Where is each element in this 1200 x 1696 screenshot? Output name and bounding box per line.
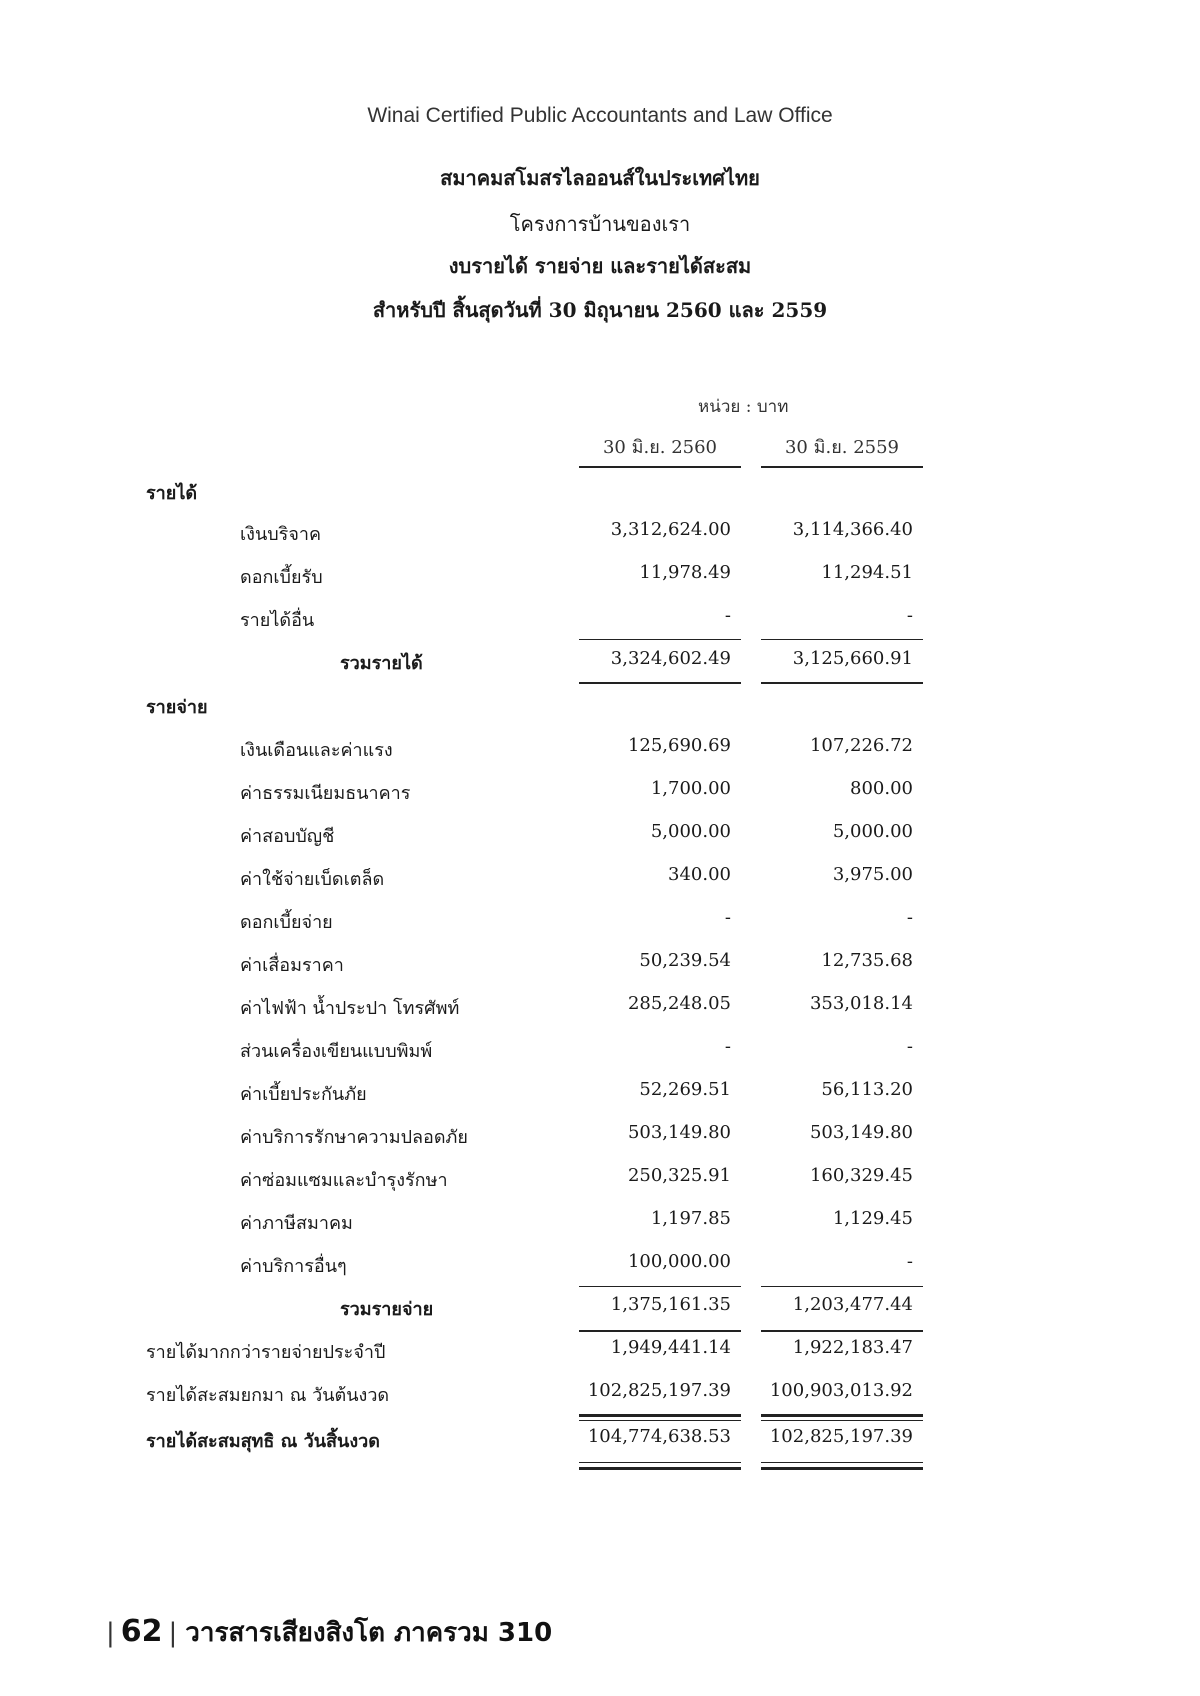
- row-label: ค่าไฟฟ้า น้ำประปา โทรศัพท์: [240, 998, 460, 1019]
- table-row: [0, 821, 1200, 851]
- subtotal-rule: [761, 1286, 923, 1287]
- row-value-2560: 285,248.05: [627, 993, 731, 1014]
- table-row: [0, 907, 1200, 937]
- statement-title: งบรายได้ รายจ่าย และรายได้สะสม: [448, 254, 752, 278]
- subtotal-rule: [761, 639, 923, 640]
- table-row: [0, 562, 1200, 592]
- row-label: ค่าซ่อมแซมและบำรุงรักษา: [240, 1170, 448, 1191]
- row-label: ค่าบริการรักษาความปลอดภัย: [240, 1127, 468, 1148]
- double-rule-top: [761, 1414, 923, 1417]
- row-value-2559: -: [906, 907, 913, 928]
- row-value-2560: 1,197.85: [650, 1208, 731, 1229]
- total-label: รวมรายจ่าย: [340, 1299, 434, 1320]
- section-label: รายได้: [146, 483, 198, 504]
- row-value-2560: 340.00: [668, 864, 731, 885]
- table-row: [0, 1122, 1200, 1152]
- footer-divider: |: [168, 1618, 178, 1648]
- footer-divider: |: [106, 1618, 115, 1648]
- row-value-2560: 3,312,624.00: [610, 519, 731, 540]
- row-value-2559: 107,226.72: [809, 735, 913, 756]
- row-value-2559: 11,294.51: [821, 562, 913, 583]
- row-value-2559: 56,113.20: [821, 1079, 913, 1100]
- row-value-2560: 11,978.49: [639, 562, 731, 583]
- row-value-2559: 5,000.00: [832, 821, 913, 842]
- row-value-2559: 503,149.80: [809, 1122, 913, 1143]
- table-row: [0, 778, 1200, 808]
- row-value-2559: 3,975.00: [832, 864, 913, 885]
- summary-label: รายได้มากกว่ารายจ่ายประจำปี: [146, 1342, 386, 1363]
- row-value-2559: 1,129.45: [832, 1208, 913, 1229]
- row-value-2559: -: [906, 1251, 913, 1272]
- summary-value-2559: 102,825,197.39: [769, 1426, 913, 1447]
- row-label: ค่าบริการอื่นๆ: [240, 1256, 347, 1277]
- organization-name: สมาคมสโมสรไลออนส์ในประเทศไทย: [440, 166, 760, 190]
- row-value-2559: 800.00: [850, 778, 913, 799]
- table-row: [0, 519, 1200, 549]
- row-value-2560: 503,149.80: [627, 1122, 731, 1143]
- summary-value-2559: 100,903,013.92: [769, 1380, 913, 1401]
- subtotal-rule: [579, 639, 741, 640]
- table-row: [0, 735, 1200, 765]
- summary-row-surplus: [0, 1337, 1200, 1367]
- row-label: ดอกเบี้ยจ่าย: [240, 912, 333, 933]
- column-header-2559: 30 มิ.ย. 2559: [784, 437, 899, 458]
- row-label: ดอกเบี้ยรับ: [240, 567, 323, 588]
- table-row: [0, 1165, 1200, 1195]
- summary-value-2559: 1,922,183.47: [792, 1337, 913, 1358]
- summary-label: รายได้สะสมสุทธิ ณ วันสิ้นงวด: [146, 1431, 380, 1452]
- final-double-rule-top: [579, 1462, 741, 1463]
- total-row-expense: [0, 1294, 1200, 1324]
- row-label: ค่าภาษีสมาคม: [240, 1213, 353, 1234]
- total-label: รวมรายได้: [340, 653, 423, 674]
- header-rule: [761, 466, 923, 468]
- row-value-2559: -: [906, 1036, 913, 1057]
- row-value-2559: 353,018.14: [809, 993, 913, 1014]
- journal-title: วารสารเสียงสิงโต ภาครวม 310: [185, 1618, 553, 1648]
- final-double-rule-bottom: [579, 1467, 741, 1470]
- statement-period: สำหรับปี สิ้นสุดวันที่ 30 มิถุนายน 2560 และ 2559: [372, 298, 828, 322]
- summary-label: รายได้สะสมยกมา ณ วันต้นงวด: [146, 1385, 390, 1406]
- subtotal-rule: [579, 1286, 741, 1287]
- total-row-income: [0, 648, 1200, 678]
- table-row: [0, 993, 1200, 1023]
- row-value-2560: 250,325.91: [627, 1165, 731, 1186]
- total-value-2560: 3,324,602.49: [610, 648, 731, 669]
- total-rule: [579, 682, 741, 684]
- row-label: ค่าธรรมเนียมธนาคาร: [240, 783, 411, 804]
- double-rule-top: [579, 1414, 741, 1417]
- total-value-2559: 1,203,477.44: [792, 1294, 913, 1315]
- row-value-2559: -: [906, 605, 913, 626]
- table-row: [0, 864, 1200, 894]
- row-label: รายได้อื่น: [240, 610, 315, 631]
- row-label: ค่าเบี้ยประกันภัย: [240, 1084, 367, 1105]
- total-value-2559: 3,125,660.91: [792, 648, 913, 669]
- total-value-2560: 1,375,161.35: [610, 1294, 731, 1315]
- table-row: [0, 1079, 1200, 1109]
- row-value-2559: 3,114,366.40: [792, 519, 913, 540]
- section-label: รายจ่าย: [146, 697, 208, 718]
- table-row: [0, 1036, 1200, 1066]
- page-footer: [106, 1612, 552, 1653]
- table-row: [0, 605, 1200, 635]
- table-row: [0, 950, 1200, 980]
- header-rule: [579, 466, 741, 468]
- row-value-2560: -: [724, 605, 731, 626]
- unit-label: หน่วย : บาท: [698, 397, 789, 417]
- row-label: ส่วนเครื่องเขียนแบบพิมพ์: [240, 1041, 433, 1062]
- section-row-income: [0, 478, 1200, 508]
- row-value-2560: 5,000.00: [650, 821, 731, 842]
- row-value-2560: 100,000.00: [627, 1251, 731, 1272]
- row-value-2560: 52,269.51: [639, 1079, 731, 1100]
- row-label: เงินเดือนและค่าแรง: [240, 740, 393, 761]
- total-rule: [761, 1330, 923, 1332]
- summary-value-2560: 102,825,197.39: [587, 1380, 731, 1401]
- row-label: ค่าใช้จ่ายเบ็ดเตล็ด: [240, 869, 385, 890]
- summary-value-2560: 1,949,441.14: [610, 1337, 731, 1358]
- row-value-2559: 160,329.45: [809, 1165, 913, 1186]
- row-value-2560: 50,239.54: [639, 950, 731, 971]
- row-value-2560: 125,690.69: [627, 735, 731, 756]
- total-rule: [761, 682, 923, 684]
- double-rule-bottom: [761, 1420, 923, 1421]
- row-value-2560: 1,700.00: [650, 778, 731, 799]
- final-double-rule-top: [761, 1462, 923, 1463]
- column-header-2560: 30 มิ.ย. 2560: [602, 437, 717, 458]
- page-number: 62: [120, 1614, 163, 1649]
- table-row: [0, 1208, 1200, 1238]
- section-row-expense: [0, 692, 1200, 722]
- total-rule: [579, 1330, 741, 1332]
- summary-row-net-accumulated: [0, 1426, 1200, 1456]
- final-double-rule-bottom: [761, 1467, 923, 1470]
- firm-name: Winai Certified Public Accountants and Law Office: [367, 104, 833, 127]
- row-value-2559: 12,735.68: [821, 950, 913, 971]
- table-row: [0, 1251, 1200, 1281]
- row-label: ค่าเสื่อมราคา: [240, 955, 344, 976]
- row-label: ค่าสอบบัญชี: [240, 826, 335, 847]
- summary-value-2560: 104,774,638.53: [587, 1426, 731, 1447]
- project-name: โครงการบ้านของเรา: [509, 212, 691, 236]
- row-value-2560: -: [724, 1036, 731, 1057]
- row-label: เงินบริจาค: [240, 524, 322, 545]
- row-value-2560: -: [724, 907, 731, 928]
- double-rule-bottom: [579, 1420, 741, 1421]
- summary-row-brought-forward: [0, 1380, 1200, 1410]
